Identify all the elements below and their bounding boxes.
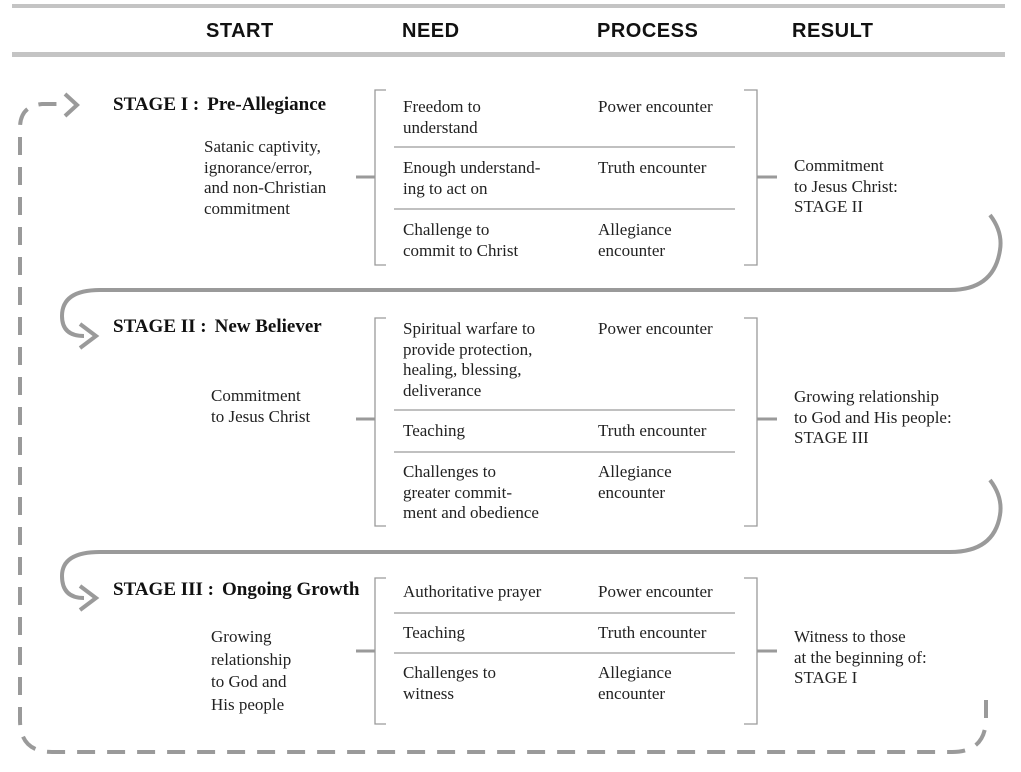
header-bottom-rule (12, 52, 1005, 57)
header-top-rule (12, 4, 1005, 8)
header-need: NEED (402, 20, 460, 42)
stage3-need-2: Teaching (403, 623, 466, 642)
stage2-start: Commitment to Jesus Christ (211, 386, 311, 426)
header-process: PROCESS (597, 20, 699, 42)
stage2-need-2: Teaching (403, 421, 466, 440)
stage2-result: Growing relationship to God and His people: STAGE III (794, 387, 952, 447)
header-start: START (206, 20, 274, 42)
stage1-label: STAGE I : (113, 94, 200, 115)
stage3-result: Witness to those at the beginning of: STAGE I (794, 627, 927, 687)
stage2-label: STAGE II : (113, 316, 207, 337)
stage2-heading (113, 316, 322, 338)
stage1-process-1: Power encounter (598, 97, 713, 116)
stage1-title: Pre-Allegiance (207, 94, 327, 115)
stage1-process-3: Allegiance encounter (598, 220, 672, 260)
stage2-need-3: Challenges to greater commit- ment and obedience (403, 462, 539, 522)
stage3-title: Ongoing Growth (222, 579, 360, 600)
stage3-heading (113, 579, 359, 601)
stage1-need-1: Freedom to understand (403, 97, 481, 137)
stage2-process-1: Power encounter (598, 319, 713, 338)
stage1-need-3: Challenge to commit to Christ (403, 220, 519, 260)
stage2-title: New Believer (214, 316, 322, 337)
stage3-start: Growing relationship to God and His people (211, 627, 292, 714)
stage3-label: STAGE III : (113, 579, 215, 600)
feedback-loop-arrowhead (65, 94, 77, 116)
stage1-heading (113, 94, 326, 116)
stage3-process-1: Power encounter (598, 582, 713, 601)
stage3-need-3: Challenges to witness (403, 663, 497, 703)
stage3-process-2: Truth encounter (598, 623, 707, 642)
stage1-result: Commitment to Jesus Christ: STAGE II (794, 156, 898, 216)
stage1-start: Satanic captivity, ignorance/error, and non-Christian commitment (204, 137, 327, 218)
stage2-process-3: Allegiance encounter (598, 462, 672, 502)
stage2-need-1: Spiritual warfare to provide protection, healing, blessing, deliverance (403, 319, 536, 400)
stage1-process-2: Truth encounter (598, 158, 707, 177)
stage3-process-3: Allegiance encounter (598, 663, 672, 703)
header-result: RESULT (792, 20, 874, 42)
stage2-process-2: Truth encounter (598, 421, 707, 440)
stage3-need-1: Authoritative prayer (403, 582, 542, 601)
stage1-need-2: Enough understand- ing to act on (403, 158, 541, 198)
